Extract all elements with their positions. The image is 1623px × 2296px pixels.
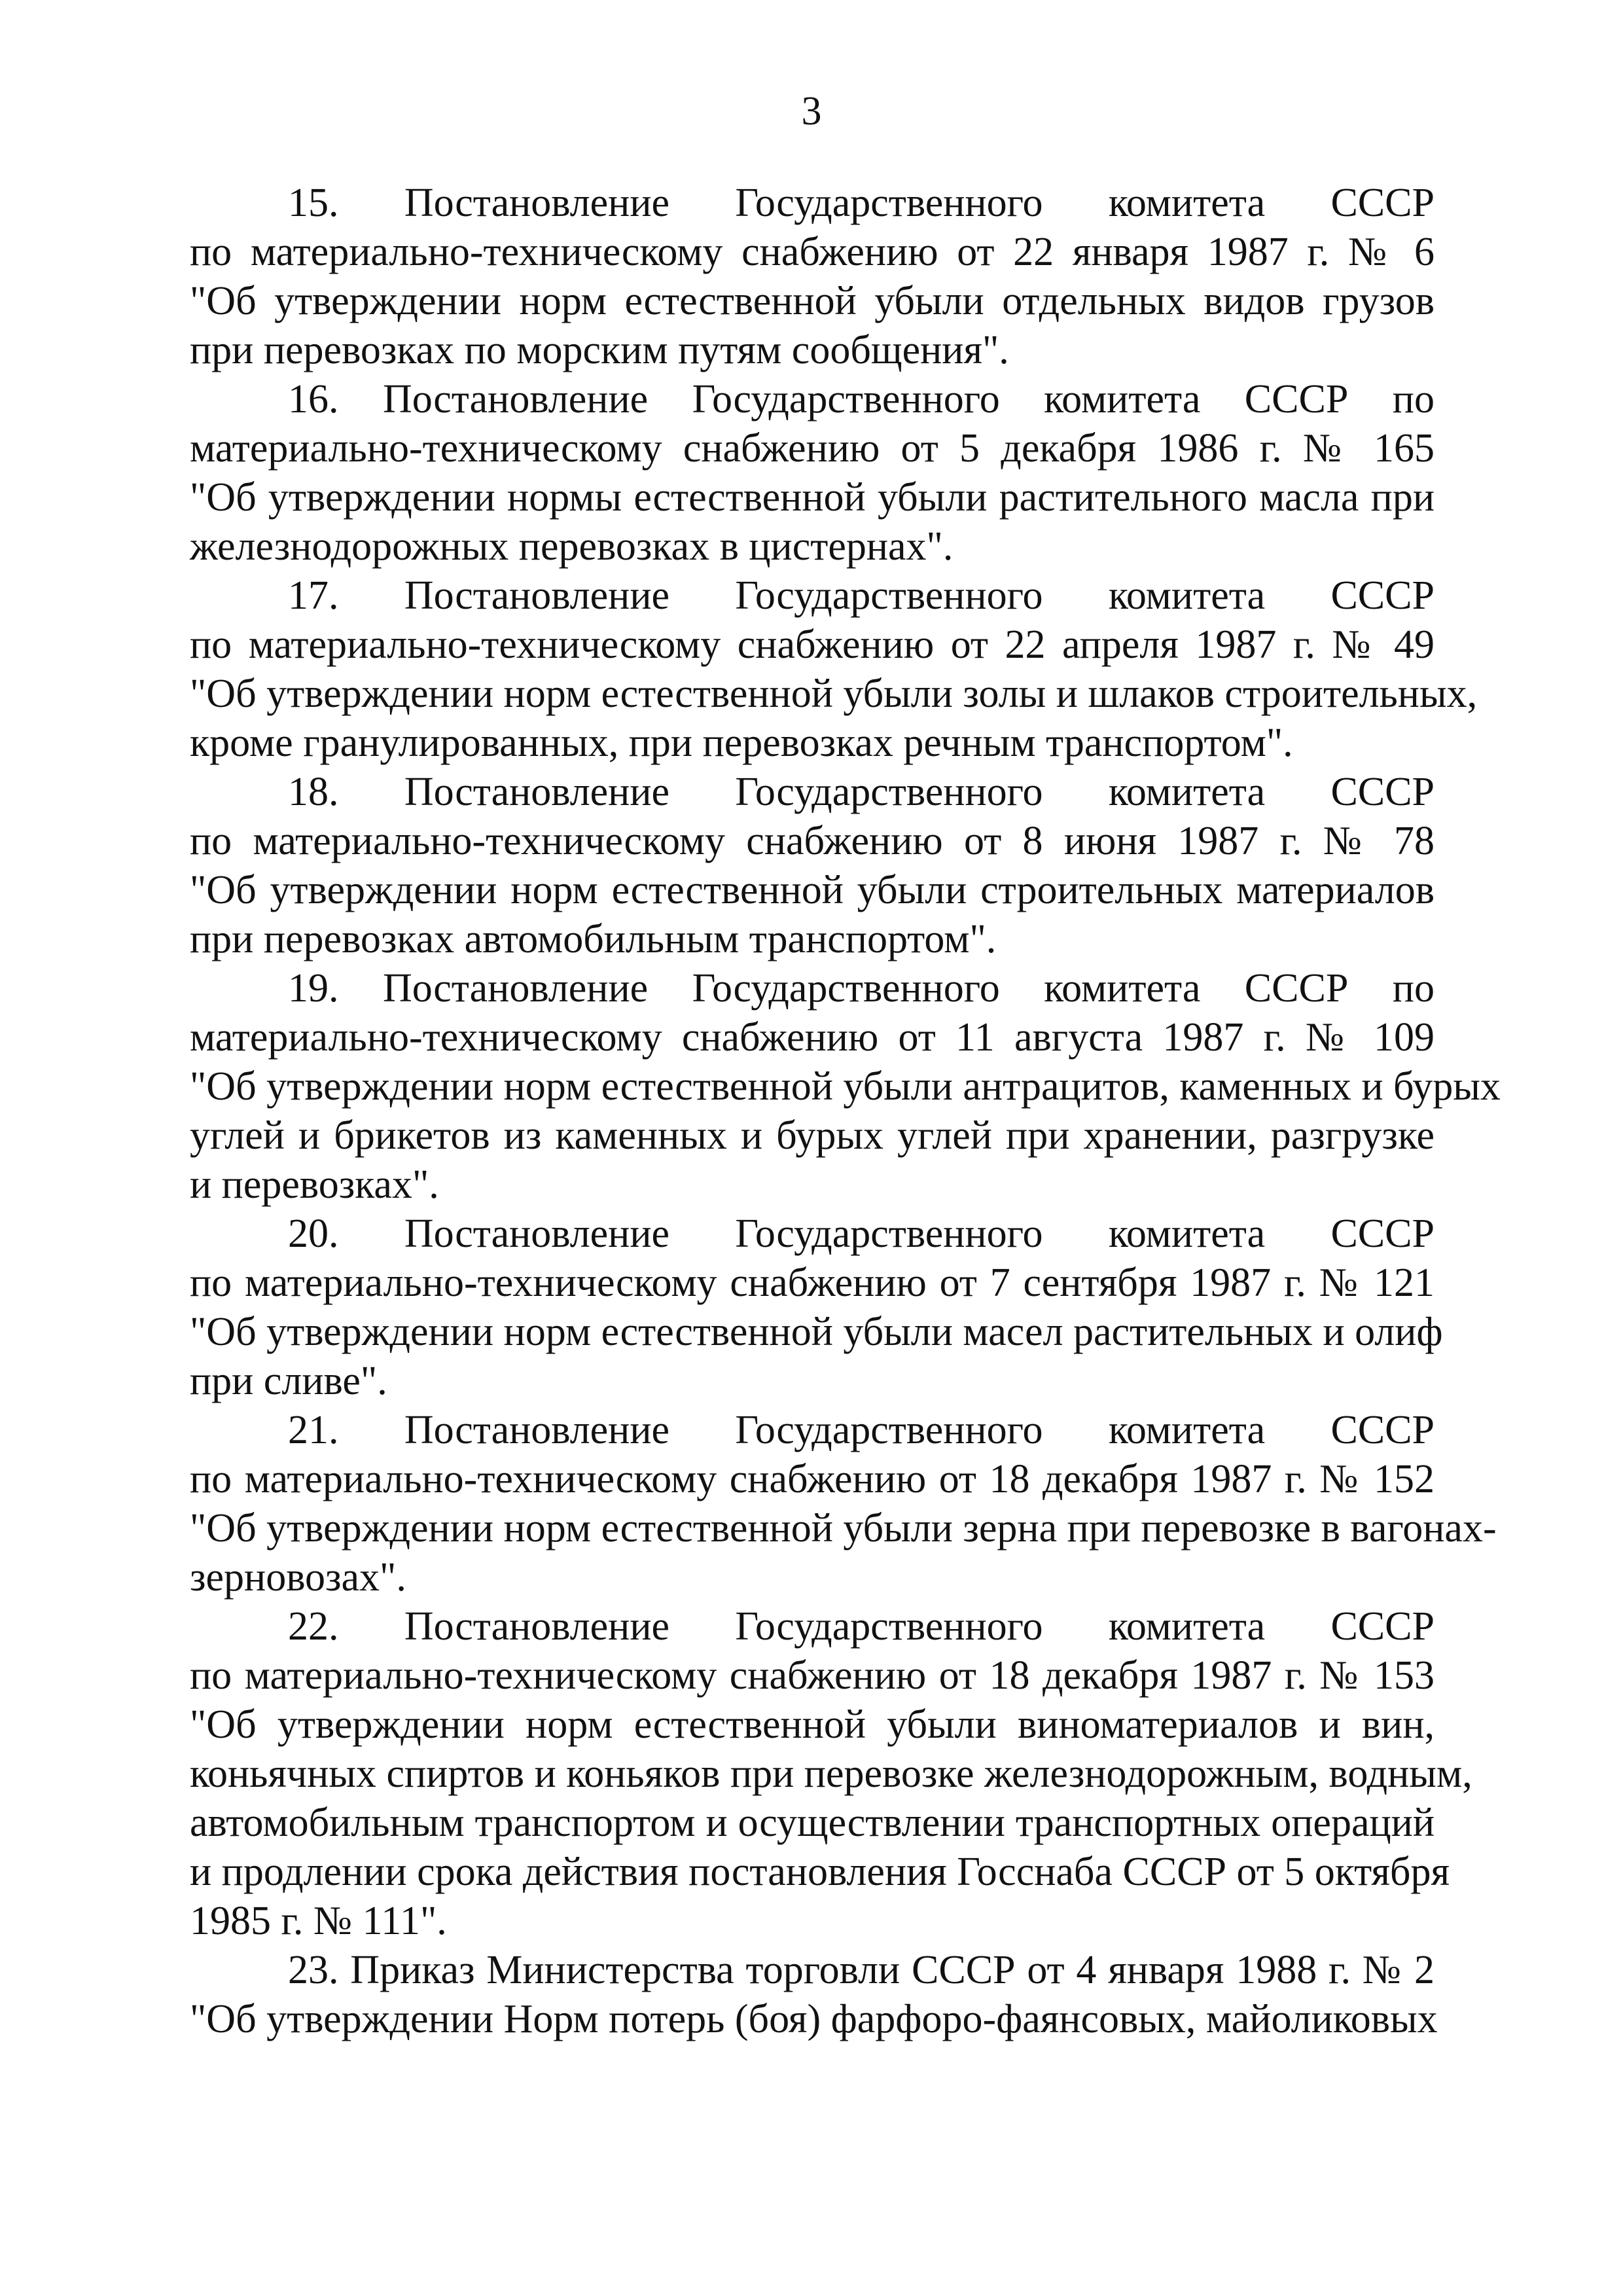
text-line: по материально-техническому снабжению от 8 июня 1987 г. № 78: [190, 819, 1435, 863]
text-line: 20. Постановление Государственного комитета СССР: [288, 1211, 1435, 1256]
text-line: 21. Постановление Государственного комитета СССР: [288, 1408, 1435, 1452]
text-line: кроме гранулированных, при перевозках речным транспортом".: [190, 721, 1293, 765]
text-line: по материально-техническому снабжению от 22 января 1987 г. № 6: [190, 230, 1435, 274]
text-line: 19. Постановление Государственного комитета СССР по: [288, 966, 1435, 1011]
text-line: при перевозках по морским путям сообщения".: [190, 328, 1009, 372]
text-line: по материально-техническому снабжению от 22 апреля 1987 г. № 49: [190, 622, 1435, 667]
text-line: 22. Постановление Государственного комитета СССР: [288, 1604, 1435, 1649]
text-line: 16. Постановление Государственного комитета СССР по: [288, 377, 1435, 422]
text-line: автомобильным транспортом и осуществлении транспортных операций: [190, 1801, 1435, 1845]
text-line: 17. Постановление Государственного комитета СССР: [288, 573, 1435, 618]
text-line: "Об утверждении норм естественной убыли строительных материалов: [190, 868, 1435, 912]
text-line: "Об утверждении норм естественной убыли антрацитов, каменных и бурых: [190, 1064, 1501, 1109]
text-line: зерновозах".: [190, 1555, 406, 1600]
text-line: и продлении срока действия постановления Госснаба СССР от 5 октября: [190, 1850, 1450, 1894]
list-item-17: [190, 571, 1478, 768]
text-line: 23. Приказ Министерства торговли СССР от 4 января 1988 г. № 2: [288, 1948, 1435, 1992]
list-item-23: [190, 1946, 1438, 2044]
text-line: "Об утверждении норм естественной убыли золы и шлаков строительных,: [190, 672, 1478, 716]
text-line: и перевозках".: [190, 1162, 439, 1207]
text-line: "Об утверждении Норм потерь (боя) фарфоро-фаянсовых, майоликовых: [190, 1997, 1438, 2041]
text-line: материально-техническому снабжению от 11 августа 1987 г. № 109: [190, 1015, 1435, 1060]
list-item-19: [190, 964, 1501, 1210]
list-item-22: [190, 1602, 1472, 1946]
text-line: по материально-техническому снабжению от 18 декабря 1987 г. № 153: [190, 1653, 1435, 1698]
text-line: углей и брикетов из каменных и бурых углей при хранении, разгрузке: [190, 1113, 1435, 1158]
text-line: "Об утверждении норм естественной убыли виноматериалов и вин,: [190, 1702, 1435, 1747]
text-line: 15. Постановление Государственного комитета СССР: [288, 181, 1435, 225]
text-line: "Об утверждении норм естественной убыли масел растительных и олиф: [190, 1310, 1443, 1354]
text-line: "Об утверждении нормы естественной убыли растительного масла при: [190, 475, 1435, 520]
text-line: при перевозках автомобильным транспортом".: [190, 917, 997, 961]
text-line: 1985 г. № 111".: [190, 1899, 447, 1943]
text-line: железнодорожных перевозках в цистернах".: [190, 524, 954, 569]
text-line: 18. Постановление Государственного комитета СССР: [288, 770, 1435, 814]
document-body: [190, 179, 1501, 2044]
list-item-15: [190, 179, 1435, 375]
list-item-20: [190, 1210, 1443, 1406]
text-line: коньячных спиртов и коньяков при перевозке железнодорожным, водным,: [190, 1751, 1472, 1796]
text-line: "Об утверждении норм естественной убыли отдельных видов грузов: [190, 279, 1435, 323]
page-number: 3: [801, 89, 822, 134]
list-item-16: [190, 375, 1435, 571]
text-line: при сливе".: [190, 1359, 387, 1403]
text-line: по материально-техническому снабжению от 18 декабря 1987 г. № 152: [190, 1457, 1435, 1501]
text-line: по материально-техническому снабжению от 7 сентября 1987 г. № 121: [190, 1261, 1435, 1305]
list-item-18: [190, 768, 1435, 964]
text-line: материально-техническому снабжению от 5 декабря 1986 г. № 165: [190, 426, 1435, 471]
list-item-21: [190, 1406, 1497, 1602]
text-line: "Об утверждении норм естественной убыли зерна при перевозке в вагонах-: [190, 1506, 1497, 1551]
